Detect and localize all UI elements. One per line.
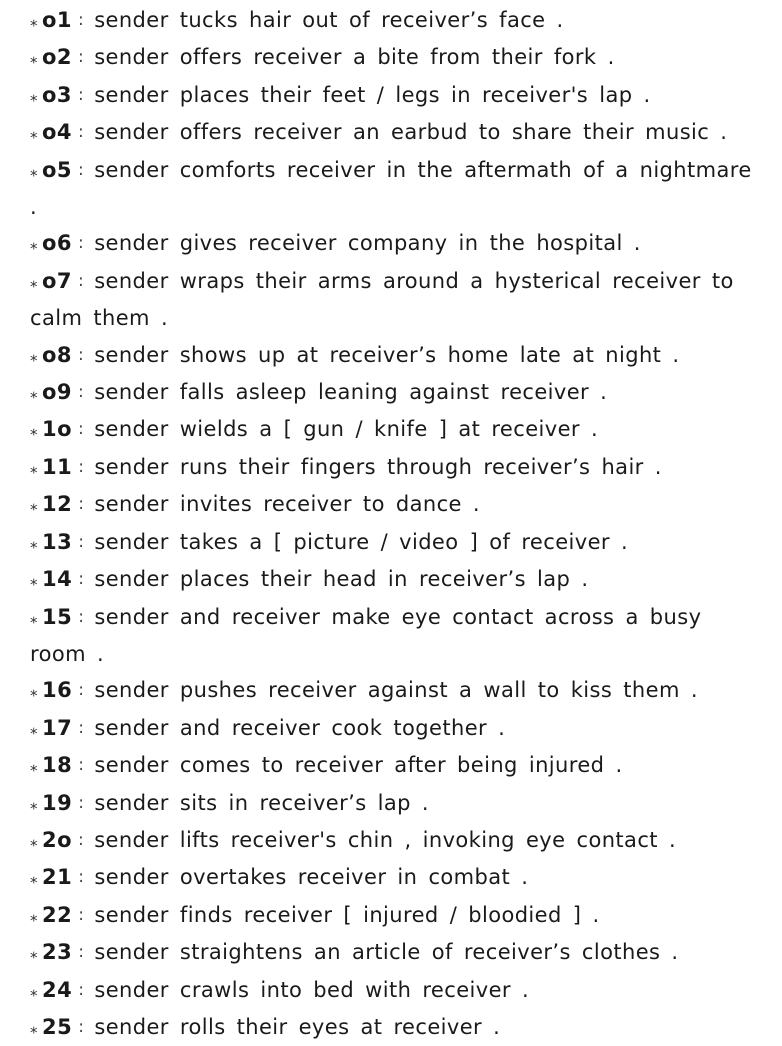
list-item (30, 934, 760, 971)
asterisk-bullet-icon: ⁎ (30, 906, 38, 925)
item-number: 21 (42, 865, 73, 890)
item-number: o5 (42, 157, 73, 182)
item-text: sender finds receiver [ injured / bloodied ] . (94, 902, 600, 927)
asterisk-bullet-icon: ⁎ (30, 496, 38, 515)
list-item (30, 859, 760, 896)
item-colon: : (78, 159, 85, 180)
item-text: sender invites receiver to dance . (94, 492, 481, 517)
item-number: 13 (42, 529, 73, 554)
list-item (30, 747, 760, 784)
item-number: 14 (42, 567, 73, 592)
list-item (30, 114, 760, 151)
item-number: o8 (42, 342, 73, 367)
item-number: 11 (42, 454, 73, 479)
asterisk-bullet-icon: ⁎ (30, 384, 38, 403)
asterisk-bullet-icon: ⁎ (30, 981, 38, 1000)
item-number: o7 (42, 268, 73, 293)
asterisk-bullet-icon: ⁎ (30, 533, 38, 552)
list-item (30, 599, 760, 673)
item-text: sender places their head in receiver’s lap . (94, 567, 589, 592)
item-number: o4 (42, 120, 73, 145)
item-text: sender gives receiver company in the hospital . (94, 231, 641, 256)
asterisk-bullet-icon: ⁎ (30, 571, 38, 590)
item-text: sender crawls into bed with receiver . (94, 977, 530, 1002)
list-item (30, 225, 760, 262)
list-item (30, 337, 760, 374)
item-colon: : (78, 606, 85, 627)
asterisk-bullet-icon: ⁎ (30, 12, 38, 30)
item-text: sender tucks hair out of receiver’s face . (94, 8, 564, 32)
list-item (30, 561, 760, 598)
item-colon: : (78, 10, 85, 30)
item-colon: : (78, 419, 85, 440)
item-text: sender falls asleep leaning against receiver . (94, 380, 608, 405)
list-item (30, 672, 760, 709)
asterisk-bullet-icon: ⁎ (30, 161, 38, 180)
item-colon: : (78, 233, 85, 254)
list-item (30, 1009, 760, 1046)
list-item (30, 785, 760, 822)
item-number: 16 (42, 678, 73, 703)
item-text: sender offers receiver an earbud to share their music . (94, 120, 728, 145)
list-item (30, 77, 760, 114)
item-number: 1o (42, 417, 73, 442)
asterisk-bullet-icon: ⁎ (30, 124, 38, 143)
item-number: 17 (42, 715, 73, 740)
item-colon: : (78, 942, 85, 963)
item-number: 22 (42, 902, 73, 927)
item-colon: : (78, 1016, 85, 1037)
item-text: sender sits in receiver’s lap . (94, 790, 429, 815)
list-item (30, 374, 760, 411)
item-text: sender places their feet / legs in receiver's lap . (94, 82, 651, 107)
list-item (30, 411, 760, 448)
item-number: o6 (42, 231, 73, 256)
item-text: sender and receiver make eye contact across a busy room . (30, 604, 702, 666)
item-number: 2o (42, 827, 73, 852)
asterisk-bullet-icon: ⁎ (30, 682, 38, 701)
asterisk-bullet-icon: ⁎ (30, 235, 38, 254)
item-text: sender comforts receiver in the aftermath of a nightmare . (30, 157, 752, 220)
asterisk-bullet-icon: ⁎ (30, 346, 38, 365)
item-number: o1 (42, 8, 73, 32)
item-text: sender rolls their eyes at receiver . (94, 1014, 501, 1039)
item-number: 15 (42, 604, 73, 629)
list-item (30, 2, 760, 39)
asterisk-bullet-icon: ⁎ (30, 458, 38, 477)
item-text: sender wields a [ gun / knife ] at receiver . (94, 417, 599, 442)
item-colon: : (78, 755, 85, 776)
item-colon: : (78, 494, 85, 515)
list-item (30, 972, 760, 1009)
asterisk-bullet-icon: ⁎ (30, 49, 38, 68)
item-colon: : (78, 717, 85, 738)
asterisk-bullet-icon: ⁎ (30, 272, 38, 291)
item-colon: : (78, 904, 85, 925)
item-text: sender and receiver cook together . (94, 715, 506, 740)
list-item (30, 822, 760, 859)
asterisk-bullet-icon: ⁎ (30, 421, 38, 440)
item-colon: : (78, 344, 85, 365)
item-text: sender straightens an article of receiver’s clothes . (94, 940, 679, 965)
list-item (30, 152, 760, 226)
asterisk-bullet-icon: ⁎ (30, 86, 38, 105)
item-text: sender offers receiver a bite from their fork . (94, 45, 615, 70)
item-text: sender runs their fingers through receiver’s hair . (94, 454, 662, 479)
item-text: sender pushes receiver against a wall to kiss them . (94, 678, 698, 703)
item-text: sender lifts receiver's chin , invoking eye contact . (94, 827, 677, 852)
item-text: sender wraps their arms around a hysterical receiver to calm them . (30, 268, 734, 331)
list-item (30, 449, 760, 486)
item-number: 23 (42, 940, 73, 965)
item-number: 18 (42, 753, 73, 778)
item-text: sender shows up at receiver’s home late at night . (94, 342, 680, 367)
item-colon: : (78, 47, 85, 68)
item-number: 12 (42, 492, 73, 517)
list-item (30, 710, 760, 747)
item-number: 25 (42, 1014, 73, 1039)
item-colon: : (78, 792, 85, 813)
asterisk-bullet-icon: ⁎ (30, 719, 38, 738)
item-colon: : (78, 84, 85, 105)
item-colon: : (78, 382, 85, 403)
item-colon: : (78, 531, 85, 552)
asterisk-bullet-icon: ⁎ (30, 869, 38, 888)
item-number: 24 (42, 977, 73, 1002)
list-item (30, 263, 760, 337)
item-colon: : (78, 979, 85, 1000)
asterisk-bullet-icon: ⁎ (30, 1018, 38, 1037)
item-number: o2 (42, 45, 73, 70)
item-number: o9 (42, 380, 73, 405)
item-colon: : (78, 569, 85, 590)
list-item (30, 897, 760, 934)
list-item (30, 39, 760, 76)
item-number: 19 (42, 790, 73, 815)
asterisk-bullet-icon: ⁎ (30, 944, 38, 963)
item-number: o3 (42, 82, 73, 107)
item-text: sender overtakes receiver in combat . (94, 865, 529, 890)
item-colon: : (78, 270, 85, 291)
item-colon: : (78, 867, 85, 888)
item-colon: : (78, 456, 85, 477)
asterisk-bullet-icon: ⁎ (30, 608, 38, 627)
prompt-list (30, 2, 760, 1046)
item-text: sender takes a [ picture / video ] of receiver . (94, 529, 629, 554)
item-colon: : (78, 122, 85, 143)
item-colon: : (78, 829, 85, 850)
asterisk-bullet-icon: ⁎ (30, 831, 38, 850)
list-item (30, 486, 760, 523)
asterisk-bullet-icon: ⁎ (30, 757, 38, 776)
item-colon: : (78, 680, 85, 701)
list-item (30, 524, 760, 561)
item-text: sender comes to receiver after being injured . (94, 753, 623, 778)
asterisk-bullet-icon: ⁎ (30, 794, 38, 813)
